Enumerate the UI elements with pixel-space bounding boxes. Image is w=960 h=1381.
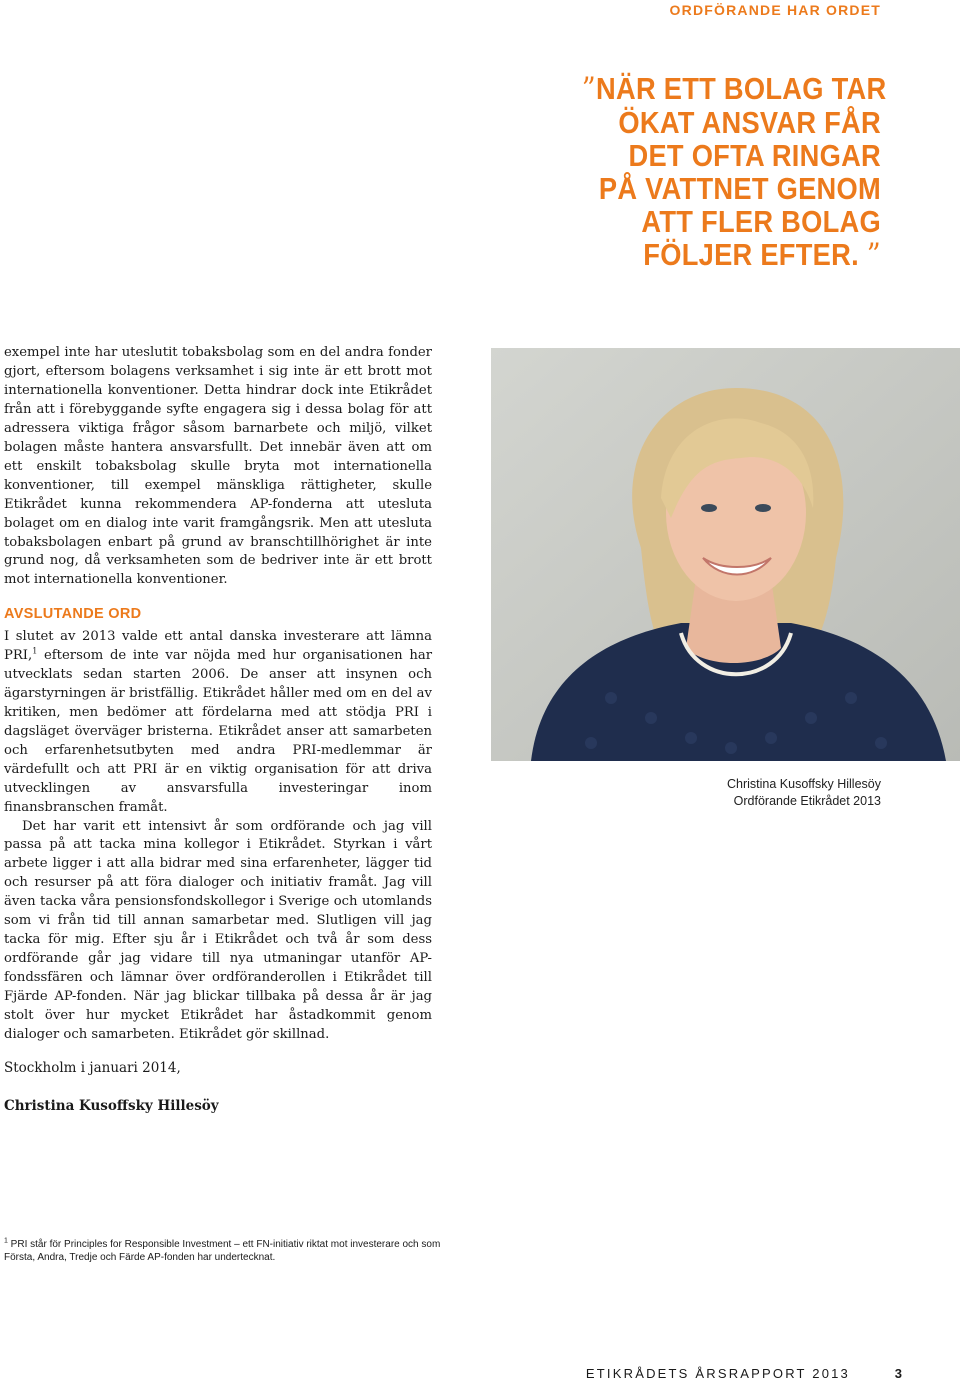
page-number: 3: [894, 1366, 902, 1381]
close-quote-mark: ”: [866, 237, 881, 273]
footnote-ref[interactable]: 1: [32, 646, 38, 656]
closing-paragraph-1: I slutet av 2013 valde ett antal danska investerare att lämna PRI,$^1$ eftersom de inte var nöjda med hur organisationen har utvecklats sedan starten 2006. De anser att insynen och ägarstyrningen är bristfällig. Etikrådet håller med om en del av kritiken, men bedömer att fördelarna med att stödja PRI i dagsläget överväger bristerna. Etikrådet anser att samarbeten och erfarenhetsutbyten med andra PRI-medlemmar är värdefullt och att PRI är en viktig organisation för att driva utvecklingen av ansvarsfulla investeringar inom finansbranschen framåt.: [4, 629, 432, 815]
closing-paragraph-2: Det har varit ett intensivt år som ordförande och jag vill passa på att tacka mina kollegor i Etikrådet. Styrkan i vårt arbete ligger i att alla bidrar med sina erfarenheter, lägger tid och resurser på att föra dialoger och initiativ framåt. Jag vill även tacka våra pensionsfondskollegor i Sverige och utomlands som vi från tid till annan samarbetar med. Slutligen vill jag tacka för mig. Efter sju år i Etikrådet och två år som dess ordförande går jag vidare till nya utmaningar utanför AP-fondssfären och lämnar över ordföranderollen i Etikrådet till Fjärde AP-fonden. När jag blickar tillbaka på dessa år är jag stolt över hur mycket Etikrådet har åstadkommit genom dialoger och samarbeten. Etikrådet gör skillnad.: [4, 818, 432, 1043]
quote-line: DET OFTA RINGAR: [628, 138, 881, 173]
photo-caption: [727, 776, 881, 810]
footnote-marker: 1: [4, 1237, 8, 1245]
caption-title: Ordförande Etikrådet 2013: [733, 794, 881, 808]
quote-line: ÖKAT ANSVAR FÅR: [618, 105, 881, 140]
caption-name: Christina Kusoffsky Hillesöy: [727, 777, 881, 791]
pull-quote: [581, 71, 887, 273]
quote-line: FÖLJER EFTER. ”: [643, 237, 881, 273]
quote-line: ”NÄR ETT BOLAG TAR: [581, 71, 887, 107]
signature-place-date: Stockholm i januari 2014,: [4, 1060, 181, 1076]
quote-line: ATT FLER BOLAG: [641, 204, 881, 239]
section-label: ORDFÖRANDE HAR ORDET: [669, 2, 881, 18]
footnote: $^1$ PRI står för Principles for Responsible Investment – ett FN-initiativ riktat mot investerare och som Första, Andra, Tredje och Färde AP-fonden har undertecknat.: [4, 1237, 441, 1263]
intro-paragraph: exempel inte har uteslutit tobaksbolag som en del andra fonder gjort, eftersom bolagens verksamhet i sig inte är ett brott mot internationella konventioner. Detta hindrar dock inte Etikrådet från att i förebyggande syfte engagera sig i dessa bolag för att adressera viktiga frågor såsom barnarbete och miljö, vilket bolagen måste hantera ansvarsfullt. Det innebär även att om ett enskilt tobaksbolag skulle bryta mot internationella konventioner, till exempel mänskliga rättigheter, skulle Etikrådet kunna rekommendera AP-fonderna att utesluta bolaget om en dialog inte varit framgångsrik. Men att utesluta tobaksbolagen enbart på grund av branschtillhörighet är inte grund nog, då verksamheten som de bedriver inte är ett brott mot internationella konventioner.: [4, 345, 432, 588]
footer-report-title: ETIKRÅDETS ÅRSRAPPORT 2013: [585, 1366, 850, 1381]
closing-section-body: [4, 628, 432, 1045]
quote-line: PÅ VATTNET GENOM: [598, 171, 881, 206]
signature-name: Christina Kusoffsky Hillesöy: [4, 1098, 219, 1114]
section-heading: AVSLUTANDE ORD: [4, 606, 142, 622]
open-quote-mark: ”: [581, 71, 597, 107]
portrait-photo: [491, 348, 960, 761]
